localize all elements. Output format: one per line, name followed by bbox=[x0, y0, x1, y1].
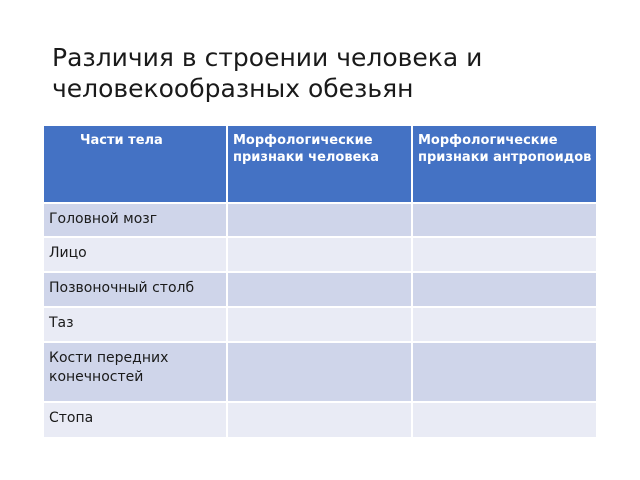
anthropoid-trait-cell bbox=[412, 342, 596, 402]
table-row bbox=[44, 237, 596, 272]
comparison-table bbox=[44, 126, 596, 437]
table-row bbox=[44, 203, 596, 237]
header-anthropoid-traits: Морфологические признаки антропоидов bbox=[412, 126, 596, 203]
table-row bbox=[44, 342, 596, 402]
body-part-cell: Головной мозг bbox=[44, 203, 227, 237]
human-trait-cell bbox=[227, 307, 412, 342]
human-trait-cell bbox=[227, 272, 412, 307]
header-human-traits: Морфологические признаки человека bbox=[227, 126, 412, 203]
table-row bbox=[44, 402, 596, 437]
body-part-cell: Таз bbox=[44, 307, 227, 342]
header-body-parts: Части тела bbox=[44, 126, 227, 203]
anthropoid-trait-cell bbox=[412, 237, 596, 272]
table-row bbox=[44, 272, 596, 307]
slide-title: Различия в строении человека и человекообразных обезьян bbox=[52, 43, 483, 103]
body-part-cell: Стопа bbox=[44, 402, 227, 437]
body-part-cell: Лицо bbox=[44, 237, 227, 272]
table-header-row bbox=[44, 126, 596, 203]
anthropoid-trait-cell bbox=[412, 203, 596, 237]
human-trait-cell bbox=[227, 402, 412, 437]
body-part-cell: Позвоночный столб bbox=[44, 272, 227, 307]
human-trait-cell bbox=[227, 237, 412, 272]
anthropoid-trait-cell bbox=[412, 402, 596, 437]
human-trait-cell bbox=[227, 203, 412, 237]
body-part-cell: Кости передних конечностей bbox=[44, 342, 227, 402]
anthropoid-trait-cell bbox=[412, 307, 596, 342]
anthropoid-trait-cell bbox=[412, 272, 596, 307]
table-row bbox=[44, 307, 596, 342]
human-trait-cell bbox=[227, 342, 412, 402]
